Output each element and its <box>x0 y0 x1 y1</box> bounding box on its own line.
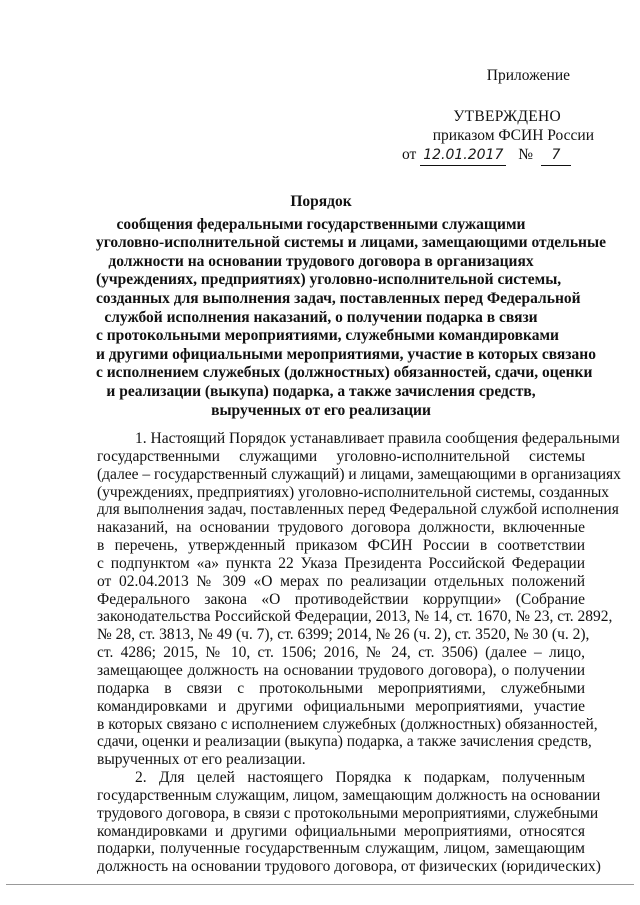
body-line: ст. 4286; 2015, № 10, ст. 1506; 2016, № 24, ст. 3506) (далее – лицо, <box>97 644 585 662</box>
handwritten-order-number: 7 <box>541 146 571 166</box>
title-main: Порядок <box>290 193 352 210</box>
body-line: трудового договора, в связи с протокольными мероприятиями, служебными <box>97 804 599 822</box>
date-prefix: от <box>402 146 417 163</box>
document-body <box>97 430 621 876</box>
body-line: в перечень, утвержденный приказом ФСИН России в соответствии <box>97 537 585 555</box>
order-date-line <box>394 145 594 166</box>
body-line: 2. Для целей настоящего Порядка к подаркам, полученным <box>135 769 585 787</box>
body-line: в которых связано с исполнением служебных (должностных) обязанностей, <box>97 715 598 733</box>
body-line: замещающее должность на основании трудового договора), о получении <box>97 661 585 679</box>
body-line: должность на основании трудового договора, от физических (юридических) <box>97 858 601 876</box>
body-line: командировками и другими официальными мероприятиями, относятся <box>97 822 585 840</box>
scan-edge-divider <box>6 884 634 885</box>
approved-by-label: приказом ФСИН России <box>432 127 594 144</box>
approved-label: УТВЕРЖДЕНО <box>453 108 561 125</box>
title-line: и реализации (выкупа) подарка, а также зачисления средств, <box>106 382 536 400</box>
body-line: государственными служащими уголовно-исполнительной системы <box>97 447 585 465</box>
body-line: наказаний, на основании трудового договора должности, включенные <box>97 519 585 537</box>
title-line: службой исполнения наказаний, о получении подарка в связи <box>104 308 538 326</box>
body-line: вырученных от его реализации. <box>97 751 306 769</box>
body-line: подарка в связи с протокольными мероприятиями, служебными <box>97 679 585 697</box>
body-line: (далее – государственный служащий) и лицами, замещающими в организациях <box>97 465 621 483</box>
body-line: государственным служащим, лицом, замещающим должность на основании <box>97 786 601 804</box>
body-line: (учреждениях, предприятиях) уголовно-исполнительной системы, созданных <box>97 483 610 501</box>
body-line: Федерального закона «О противодействии коррупции» (Собрание <box>97 590 585 608</box>
body-line: от 02.04.2013 № 309 «О мерах по реализации отдельных положений <box>97 572 585 590</box>
handwritten-date: 12.01.2017 <box>420 146 506 166</box>
title-line: сообщения федеральными государственными служащими <box>116 215 526 233</box>
title-line: с исполнением служебных (должностных) обязанностей, сдачи, оценки <box>96 364 593 382</box>
title-line: созданных для выполнения задач, поставленных перед Федеральной <box>96 289 581 307</box>
title-line: и другими официальными мероприятиями, участие в которых связано <box>96 345 596 363</box>
body-line: с подпунктом «а» пункта 22 Указа Президента Российской Федерации <box>97 554 585 572</box>
body-line: подарки, полученные государственным служащим, лицом, замещающим <box>97 840 585 858</box>
body-line: сдачи, оценки и реализации (выкупа) подарка, а также зачисления средств, <box>97 733 592 751</box>
body-line: командировками и другими официальными мероприятиями, участие <box>97 697 585 715</box>
title-line: (учреждениях, предприятиях) уголовно-исполнительной системы, <box>96 271 562 289</box>
approval-header <box>394 66 594 166</box>
document-title <box>96 193 606 420</box>
body-line: для выполнения задач, поставленных перед Федеральной службой исполнения <box>97 501 619 519</box>
paragraph-1 <box>97 430 621 769</box>
appendix-label: Приложение <box>486 67 570 84</box>
paragraph-2 <box>97 769 601 876</box>
body-line: № 28, ст. 3813, № 49 (ч. 7), ст. 6399; 2014, № 26 (ч. 2), ст. 3520, № 30 (ч. 2), <box>97 626 590 644</box>
number-sign: № <box>518 146 534 163</box>
title-line: с протокольными мероприятиями, служебными командировками <box>96 327 559 345</box>
body-line: 1. Настоящий Порядок устанавливает правила сообщения федеральными <box>135 430 620 447</box>
title-line: вырученных от его реализации <box>211 401 431 419</box>
title-line: уголовно-исполнительной системы и лицами, замещающими отдельные <box>96 234 606 252</box>
title-line: должности на основании трудового договора в организациях <box>108 252 534 270</box>
body-line: законодательства Российской Федерации, 2013, № 14, ст. 1670, № 23, ст. 2892, <box>97 608 613 626</box>
